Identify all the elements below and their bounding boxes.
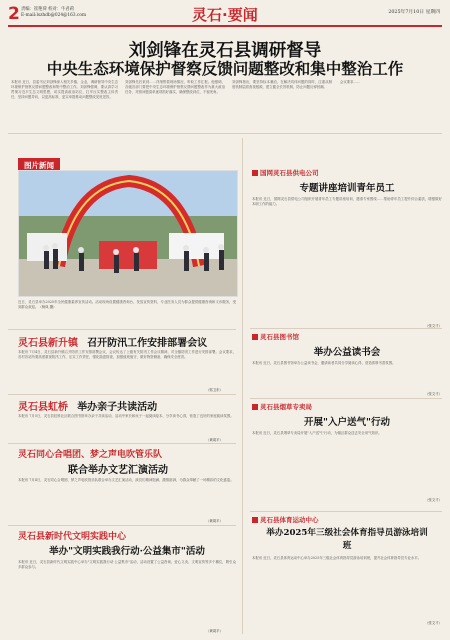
column-separator [242, 138, 243, 634]
date-line: 2025年7月10日 星期四 [388, 10, 440, 15]
side-item-2 [252, 332, 442, 396]
lead-headline-1: 刘剑锋在灵石县调研督导 [128, 41, 322, 61]
news-4-author: （黄周平） [206, 629, 223, 633]
news-1-author: （郭卫东） [206, 388, 223, 392]
photo-news-label: 图片新闻 [18, 158, 60, 173]
news-4-divider [8, 525, 236, 526]
photo-credit: （杨凤 摄） [38, 305, 57, 310]
lead-headline-2: 中央生态环境保护督察反馈问题整改和集中整治工作 [46, 59, 404, 78]
news-2-divider [8, 394, 236, 395]
news-2-kicker: 灵石县虹桥 [18, 402, 68, 413]
side-3-kicker-row [252, 402, 442, 411]
email-line: E-mail:lszhdb@024@163.com [21, 13, 87, 18]
side-2-headline: 举办公益读书会 [313, 347, 381, 358]
news-2-headline: 举办亲子共读活动 [77, 402, 158, 413]
side-divider-2 [250, 398, 442, 399]
side-2-body: 本报讯 近日，灵石县图书馆举办公益读书会，邀请读者共同分享阅读心得，营造浓厚书香氛围。 [252, 361, 396, 365]
lead-divider [8, 133, 442, 134]
side-1-body: 本报讯 近日，国网灵石县供电公司组织开展青年员工专题讲座培训，邀请专家围绕……帮助青年员工提升综合素质，增强做好本职工作的能力。 [252, 197, 442, 207]
side-4-kicker-row [252, 515, 442, 524]
news-3-headline: 联合举办文艺汇演活动 [68, 465, 168, 476]
news-1-divider [8, 329, 236, 330]
lead-body-col-4: 会议要求…… [340, 80, 361, 84]
side-1-kicker: 国网灵石县供电公司 [260, 169, 319, 177]
lead-body-col-3: 刘剑锋指出，要坚持标本兼治，在解决具体问题的同时，注重从制度机制层面查找根源，建立健全长效机制，防止问题反弹回潮。 [232, 80, 332, 90]
news-3-kicker: 灵石同心合唱团、梦之声电吹管乐队 [18, 450, 163, 460]
side-3-kicker: 灵石县烟草专卖局 [260, 403, 312, 411]
side-2-kicker: 灵石县图书馆 [260, 333, 299, 341]
lead-body-col-1: 本报讯 近日，县委书记刘剑锋深入相关乡镇、企业，调研督导中央生态环境保护督察反馈问题整改和集中整治工作。刘剑锋强调，要认真学习贯彻习近平生态文明思想，切实提高政治站位，扛牢压实整改主体责任，坚持问题导向，以更高标准、更实举措推动问题整改见底见效。 [11, 80, 118, 100]
side-item-1 [252, 168, 442, 328]
square-bullet-icon [252, 517, 258, 523]
news-3-divider [8, 443, 236, 444]
section-name: 灵石·要闻 [192, 6, 258, 24]
news-2-title [18, 398, 157, 413]
side-divider-1 [250, 328, 442, 329]
event-photo-image [19, 171, 237, 296]
news-4-kicker: 灵石县新时代文明实践中心 [18, 532, 127, 542]
news-3-author: （黄周平） [206, 519, 223, 523]
news-1-body: 本报讯 7月4日，灵石县新升镇召开防汛工作安排部署会议，会议传达了上级有关防汛工作会议精神，对全镇防汛工作进行安排部署。会议要求，各村各站所要高度重视防汛工作，压实工作责任，强化隐患排查，加强值班值守，做好物资储备，确保安全度汛。 [18, 350, 236, 360]
news-2-body: 本报讯 7月5日，灵石县虹桥社区联合图书馆举办亲子共读活动，活动中家长和孩子一起阅读绘本、分享读书心得，营造了良好的家庭阅读氛围。 [18, 414, 234, 418]
photo-caption [18, 300, 236, 324]
news-1-kicker: 灵石县新升镇 [18, 338, 78, 349]
side-4-body: 本报讯 近日，灵石县体育运动中心举办2025年三级社会体育指导员游泳培训班，提升社会体育指导员专业水平。 [252, 556, 422, 560]
side-1-kicker-row [252, 168, 442, 177]
news-1-title [18, 334, 207, 349]
editor-line: 责编：崔艳荷 校对：牛君莉 [21, 7, 74, 12]
side-divider-3 [250, 511, 442, 512]
news-2-author: （黄周平） [206, 438, 223, 442]
side-2-author: （张文才） [425, 392, 442, 396]
news-4-body: 本报讯 近日，灵石县新时代文明实践中心举办"文明实践我行动·公益集市"活动，活动设置了公益咨询、爱心义卖、文明宣传等多个摊位，吸引众多群众参与。 [18, 560, 236, 570]
page-number: 2 [8, 4, 20, 24]
photo-caption-text: 近日，灵石县举办2025年全民健康素养宣传活动。活动现场设置健康咨询台、发放宣传资料，专业医务人员为群众提供健康咨询和义诊服务，受到群众欢迎。 [18, 300, 236, 310]
square-bullet-icon [252, 334, 258, 340]
news-3-body: 本报讯 7月4日，灵石同心合唱团、梦之声电吹管乐队联合举办文艺汇演活动，演员们精神饱满、激情澎湃，为群众奉献了一场精彩的文化盛宴。 [18, 478, 234, 482]
masthead-rule [8, 25, 442, 27]
side-1-author: （张文才） [425, 324, 442, 328]
side-4-author: （张文才） [425, 621, 442, 625]
side-4-kicker: 灵石县体育运动中心 [260, 516, 319, 524]
side-item-4 [252, 515, 442, 625]
side-1-headline: 专题讲座培训青年员工 [299, 183, 395, 194]
square-bullet-icon [252, 404, 258, 410]
side-3-headline: 开展"入户送气"行动 [304, 417, 390, 428]
square-bullet-icon [252, 170, 258, 176]
news-4-headline: 举办"文明实践我行动·公益集市"活动 [49, 546, 205, 557]
side-3-author: （张文才） [425, 498, 442, 502]
side-2-kicker-row [252, 332, 442, 341]
event-photo [18, 170, 238, 297]
side-item-3 [252, 402, 442, 502]
side-4-headline: 举办2025年三级社会体育指导员游泳培训班 [266, 528, 428, 551]
lead-body-col-2: 刘剑锋先后来到……详细察看现场情况，听取工作汇报。他强调，各级各部门要把中央生态环境保护督察反馈问题整改作为重大政治任务，对照问题清单逐项抓好落实，确保整改到位、不留死角。 [125, 80, 225, 95]
side-3-body: 本报讯 近日，灵石县烟草专卖局开展"入户送气"行动，为辖区群众送去安全用气知识。 [252, 431, 382, 435]
news-1-headline: 召开防汛工作安排部署会议 [87, 338, 208, 349]
